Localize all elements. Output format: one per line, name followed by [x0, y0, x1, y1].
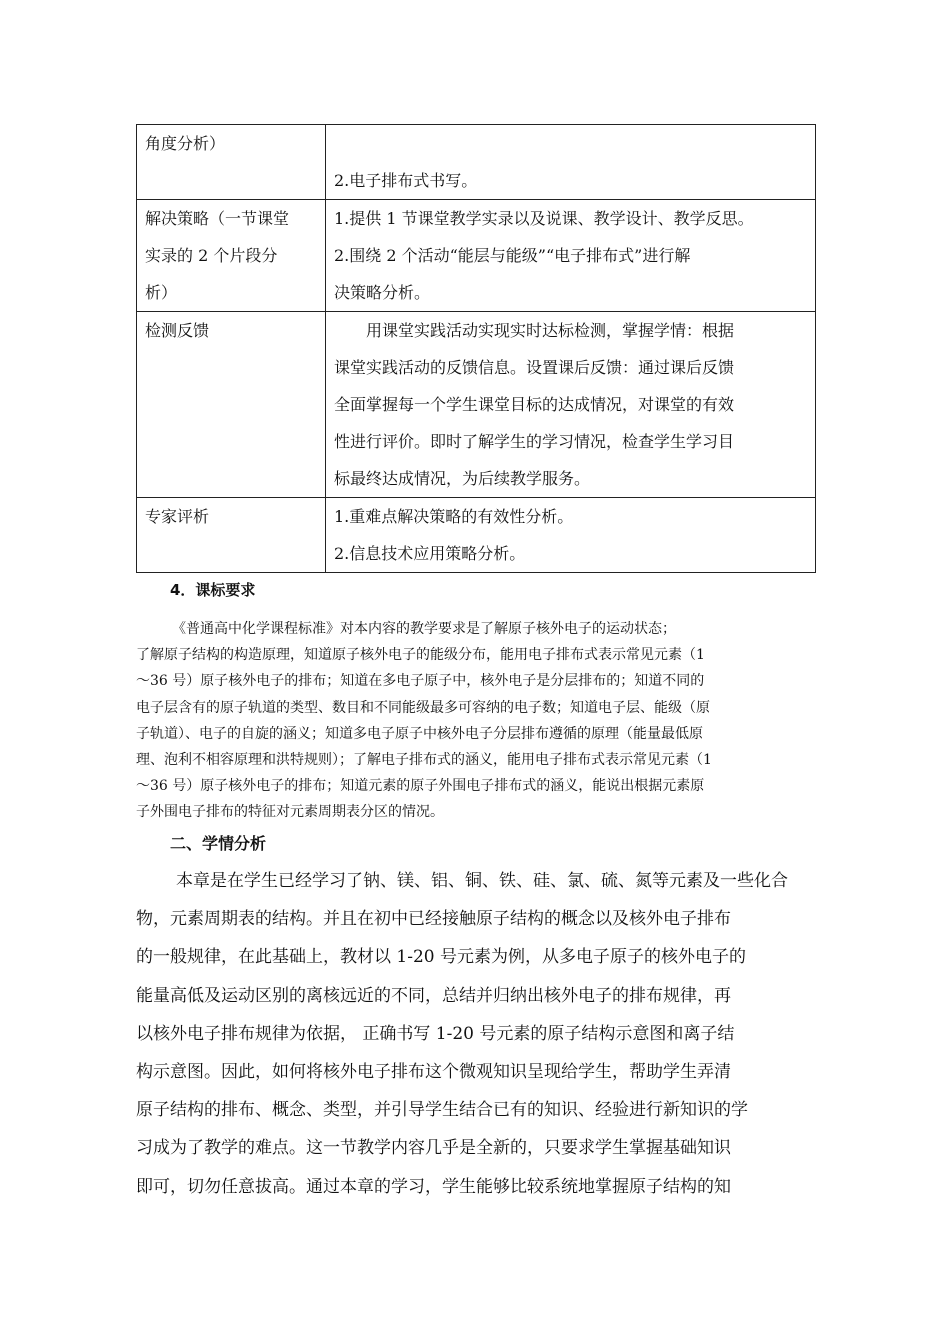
text-line: 构示意图。因此，如何将核外电子排布这个微观知识呈现给学生，帮助学生弄清 — [136, 1062, 731, 1083]
section-heading-curriculum: 4．课标要求 — [170, 581, 256, 599]
text-line: 角度分析） — [145, 134, 226, 153]
text-line: 检测反馈 — [145, 321, 210, 340]
text-line: 的一般规律，在此基础上，教材以 1-20 号元素为例，从多电子原子的核外电子的 — [136, 947, 746, 968]
text-line: 实录的 2 个片段分 — [145, 246, 278, 265]
text-line: 解决策略（一节课堂 — [145, 209, 290, 228]
text-line: 能量高低及运动区别的离核远近的不同，总结并归纳出核外电子的排布规律，再 — [136, 985, 731, 1006]
text-line: 2.电子排布式书写。 — [334, 171, 478, 190]
row-label — [137, 200, 326, 312]
text-line: 1.重难点解决策略的有效性分析。 — [334, 507, 574, 526]
table-row — [137, 498, 816, 573]
text-line: 性进行评价。即时了解学生的学习情况，检查学生学习目 — [334, 432, 735, 451]
text-line: 了解原子结构的构造原理，知道原子核外电子的能级分布，能用电子排布式表示常见元素（1 — [136, 647, 705, 664]
table-row — [137, 125, 816, 200]
text-line: 即可，切勿任意拔高。通过本章的学习，学生能够比较系统地掌握原子结构的知 — [136, 1176, 731, 1197]
text-line: 2.信息技术应用策略分析。 — [334, 544, 526, 563]
row-label — [137, 498, 326, 573]
row-content — [326, 312, 816, 498]
text-line: 析） — [145, 283, 178, 302]
text-line: 习成为了教学的难点。这一节教学内容几乎是全新的，只要求学生掌握基础知识 — [136, 1138, 731, 1159]
text-line: 电子层含有的原子轨道的类型、数目和不同能级最多可容纳的电子数；知道电子层、能级（原 — [136, 699, 710, 716]
text-line: 理、泡利不相容原理和洪特规则）；了解电子排布式的涵义，能用电子排布式表示常见元素（1 — [136, 752, 712, 769]
row-content — [326, 200, 816, 312]
student-analysis-paragraph — [136, 862, 826, 1206]
text-line: 课堂实践活动的反馈信息。设置课后反馈：通过课后反馈 — [334, 358, 735, 377]
text-line: 用课堂实践活动实现实时达标检测，掌握学情：根据 — [366, 321, 735, 340]
text-line — [334, 125, 807, 162]
text-line: 本章是在学生已经学习了钠、镁、铝、铜、铁、硅、氯、硫、氮等元素及一些化合 — [176, 871, 788, 891]
text-line: 标最终达成情况，为后续教学服务。 — [334, 469, 591, 488]
curriculum-paragraph — [136, 616, 816, 826]
text-line: ～36 号）原子核外电子的排布；知道在多电子原子中，核外电子是分层排布的；知道不同的 — [136, 673, 705, 690]
text-line: 原子结构的排布、概念、类型，并引导学生结合已有的知识、经验进行新知识的学 — [136, 1100, 748, 1121]
text-line: 物，元素周期表的结构。并且在初中已经接触原子结构的概念以及核外电子排布 — [136, 909, 731, 930]
table-row — [137, 312, 816, 498]
text-line: 1.提供 1 节课堂教学实录以及说课、教学设计、教学反思。 — [334, 209, 754, 228]
row-label — [137, 312, 326, 498]
text-line: 全面掌握每一个学生课堂目标的达成情况，对课堂的有效 — [334, 395, 735, 414]
row-content — [326, 498, 816, 573]
lesson-plan-table — [136, 124, 816, 573]
text-line: ～36 号）原子核外电子的排布；知道元素的原子外围电子排布式的涵义，能说出根据元素原 — [136, 778, 705, 795]
text-line: 《普通高中化学课程标准》对本内容的教学要求是了解原子核外电子的运动状态； — [172, 621, 676, 637]
row-label — [137, 125, 326, 200]
text-line: 子轨道）、电子的自旋的涵义；知道多电子原子中核外电子分层排布遵循的原理（能量最低原 — [136, 725, 703, 742]
text-line: 子外围电子排布的特征对元素周期表分区的情况。 — [136, 804, 444, 821]
section-heading-student-analysis: 二、学情分析 — [170, 834, 267, 853]
table-row — [137, 200, 816, 312]
row-content — [326, 125, 816, 200]
text-line: 以核外电子排布规律为依据， 正确书写 1-20 号元素的原子结构示意图和离子结 — [136, 1023, 735, 1044]
text-line: 决策略分析。 — [334, 283, 431, 302]
text-line: 2.围绕 2 个活动“能层与能级”“电子排布式”进行解 — [334, 246, 691, 265]
text-line: 专家评析 — [145, 507, 210, 526]
